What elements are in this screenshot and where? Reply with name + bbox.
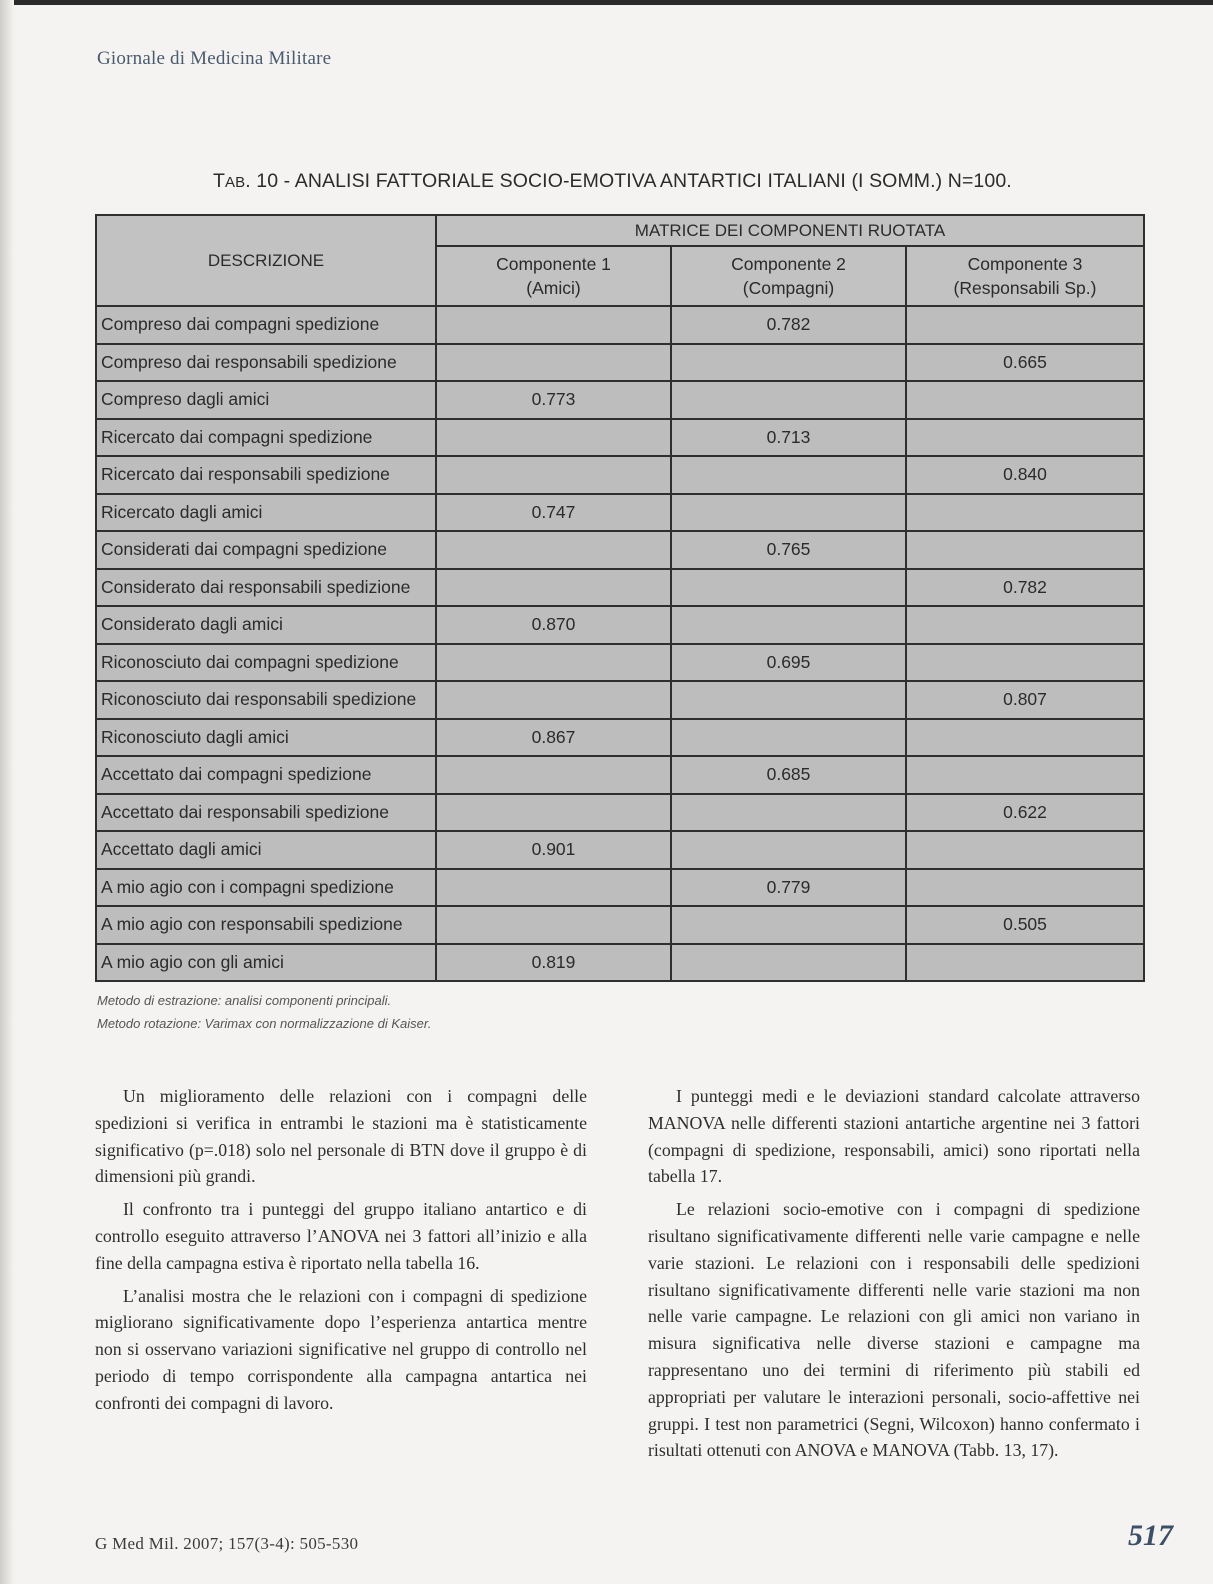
component-label: Componente 1 <box>496 254 611 274</box>
component-1-value: 0.901 <box>436 831 671 869</box>
body-column-right <box>648 1083 1140 1470</box>
table-row <box>96 494 1144 532</box>
component-2-value <box>671 794 906 832</box>
component-2-header <box>671 246 906 306</box>
component-3-value <box>906 944 1144 982</box>
row-description: A mio agio con i compagni spedizione <box>96 869 436 907</box>
component-3-value <box>906 606 1144 644</box>
component-label: Componente 3 <box>967 254 1083 274</box>
component-2-value <box>671 381 906 419</box>
paragraph: Il confronto tra i punteggi del gruppo italiano antartico e di controllo eseguito attraverso l’ANOVA nei 3 fattori all’inizio e alla fine della campagna estiva è riportato nella tabella 16. <box>95 1199 587 1273</box>
component-1-value <box>436 456 671 494</box>
component-3-value <box>906 381 1144 419</box>
component-1-value <box>436 419 671 457</box>
component-2-value: 0.685 <box>671 756 906 794</box>
component-matrix-table <box>95 214 1145 982</box>
row-description: Riconosciuto dai compagni spedizione <box>96 644 436 682</box>
row-description: Considerati dai compagni spedizione <box>96 531 436 569</box>
table-row <box>96 456 1144 494</box>
component-3-value: 0.782 <box>906 569 1144 607</box>
component-3-header <box>906 246 1144 306</box>
paragraph: Un miglioramento delle relazioni con i compagni delle spedizioni si verifica in entrambi le stazioni ma è statisticamente significativo (p=.018) solo nel personale di BTN dove il gruppo è di dimensioni più grandi. <box>95 1086 587 1187</box>
component-3-value <box>906 869 1144 907</box>
component-1-value <box>436 531 671 569</box>
journal-title: Giornale di Medicina Militare <box>97 48 332 69</box>
body-column-left <box>95 1083 587 1423</box>
component-2-value: 0.779 <box>671 869 906 907</box>
component-2-value <box>671 906 906 944</box>
table-row <box>96 681 1144 719</box>
component-3-value: 0.665 <box>906 344 1144 382</box>
table-row <box>96 794 1144 832</box>
component-1-value <box>436 869 671 907</box>
page-gutter-shadow <box>0 0 14 1584</box>
component-sublabel: (Amici) <box>526 278 581 298</box>
component-3-value <box>906 831 1144 869</box>
component-2-value: 0.782 <box>671 306 906 344</box>
component-label: Componente 2 <box>731 254 846 274</box>
table-caption-prefix: AB <box>225 174 246 191</box>
table-row <box>96 906 1144 944</box>
component-3-value: 0.840 <box>906 456 1144 494</box>
component-2-value: 0.765 <box>671 531 906 569</box>
component-1-header <box>436 246 671 306</box>
table-row <box>96 419 1144 457</box>
component-sublabel: (Compagni) <box>742 278 835 298</box>
table-body <box>96 306 1144 981</box>
component-1-value: 0.747 <box>436 494 671 532</box>
table-row <box>96 381 1144 419</box>
table-row <box>96 944 1144 982</box>
table-row <box>96 344 1144 382</box>
component-2-value <box>671 344 906 382</box>
row-description: Ricercato dagli amici <box>96 494 436 532</box>
paragraph: I punteggi medi e le deviazioni standard calcolate attraverso MANOVA nelle differenti stazioni antartiche argentine nei 3 fattori (compagni di spedizione, responsabili, amici) sono riportati nella tabella 17. <box>648 1086 1140 1187</box>
row-description: Compreso dagli amici <box>96 381 436 419</box>
component-2-value <box>671 494 906 532</box>
component-1-value <box>436 756 671 794</box>
row-description: Ricercato dai responsabili spedizione <box>96 456 436 494</box>
table-row <box>96 306 1144 344</box>
table-caption-text: . 10 - ANALISI FATTORIALE SOCIO-EMOTIVA ANTARTICI ITALIANI (I SOMM.) N=100. <box>245 170 1012 192</box>
component-3-value <box>906 756 1144 794</box>
component-2-value <box>671 456 906 494</box>
table-row <box>96 756 1144 794</box>
row-description: Considerato dai responsabili spedizione <box>96 569 436 607</box>
description-header: DESCRIZIONE <box>96 215 436 306</box>
rotation-method-note: Metodo rotazione: Varimax con normalizzazione di Kaiser. <box>97 1016 432 1031</box>
row-description: Ricercato dai compagni spedizione <box>96 419 436 457</box>
row-description: Riconosciuto dai responsabili spedizione <box>96 681 436 719</box>
paragraph: Le relazioni socio-emotive con i compagni di spedizione risultano significativamente differenti nelle varie campagne e nelle varie stazioni. Le relazioni con i responsabili delle spedizioni risultano significativamente differenti nelle varie stazioni ma non nelle varie campagne. Le relazioni con gli amici non variano in misura significativa nelle diverse stazioni e campagne ma rappresentano uno dei termini di riferimento più stabili ed appropriati per valutare le interazioni personali, socio-affettive nei gruppi. I test non parametrici (Segni, Wilcoxon) hanno confermato i risultati ottenuti con ANOVA e MANOVA (Tabb. 13, 17). <box>648 1199 1140 1461</box>
row-description: Considerato dagli amici <box>96 606 436 644</box>
citation-footer: G Med Mil. 2007; 157(3-4): 505-530 <box>95 1534 359 1553</box>
component-1-value <box>436 644 671 682</box>
component-2-value <box>671 944 906 982</box>
component-3-value <box>906 494 1144 532</box>
component-3-value <box>906 306 1144 344</box>
component-2-value: 0.713 <box>671 419 906 457</box>
component-1-value <box>436 344 671 382</box>
table-row <box>96 531 1144 569</box>
paragraph: L’analisi mostra che le relazioni con i compagni di spedizione migliorano significativamente dopo l’esperienza antartica mentre non si osservano variazioni significative nel gruppo di controllo nel periodo di tempo corrispondente alla campagna antartica nei confronti dei compagni di lavoro. <box>95 1285 587 1413</box>
component-2-value <box>671 681 906 719</box>
component-1-value <box>436 794 671 832</box>
table-row <box>96 569 1144 607</box>
row-description: A mio agio con responsabili spedizione <box>96 906 436 944</box>
component-sublabel: (Responsabili Sp.) <box>953 278 1097 298</box>
extraction-method-note: Metodo di estrazione: analisi componenti principali. <box>97 993 392 1008</box>
component-1-value: 0.819 <box>436 944 671 982</box>
row-description: Riconosciuto dagli amici <box>96 719 436 757</box>
component-2-value <box>671 569 906 607</box>
table-row <box>96 719 1144 757</box>
component-2-value: 0.695 <box>671 644 906 682</box>
component-2-value <box>671 831 906 869</box>
component-3-value: 0.505 <box>906 906 1144 944</box>
component-2-value <box>671 719 906 757</box>
row-description: A mio agio con gli amici <box>96 944 436 982</box>
component-1-value <box>436 569 671 607</box>
component-1-value <box>436 306 671 344</box>
table-row <box>96 606 1144 644</box>
table-row <box>96 869 1144 907</box>
component-3-value <box>906 719 1144 757</box>
component-3-value: 0.622 <box>906 794 1144 832</box>
table-row <box>96 831 1144 869</box>
component-3-value: 0.807 <box>906 681 1144 719</box>
component-1-value: 0.773 <box>436 381 671 419</box>
component-3-value <box>906 419 1144 457</box>
component-1-value <box>436 906 671 944</box>
row-description: Accettato dai responsabili spedizione <box>96 794 436 832</box>
component-3-value <box>906 531 1144 569</box>
row-description: Accettato dai compagni spedizione <box>96 756 436 794</box>
component-3-value <box>906 644 1144 682</box>
matrix-header: MATRICE DEI COMPONENTI RUOTATA <box>436 215 1144 246</box>
table-row <box>96 644 1144 682</box>
top-edge <box>0 0 1213 5</box>
component-1-value: 0.867 <box>436 719 671 757</box>
page-number: 517 <box>1128 1519 1173 1552</box>
component-1-value: 0.870 <box>436 606 671 644</box>
row-description: Compreso dai responsabili spedizione <box>96 344 436 382</box>
component-1-value <box>436 681 671 719</box>
component-2-value <box>671 606 906 644</box>
table-caption: TAB. 10 - ANALISI FATTORIALE SOCIO-EMOTIVA ANTARTICI ITALIANI (I SOMM.) N=100. <box>213 170 1012 192</box>
row-description: Accettato dagli amici <box>96 831 436 869</box>
row-description: Compreso dai compagni spedizione <box>96 306 436 344</box>
